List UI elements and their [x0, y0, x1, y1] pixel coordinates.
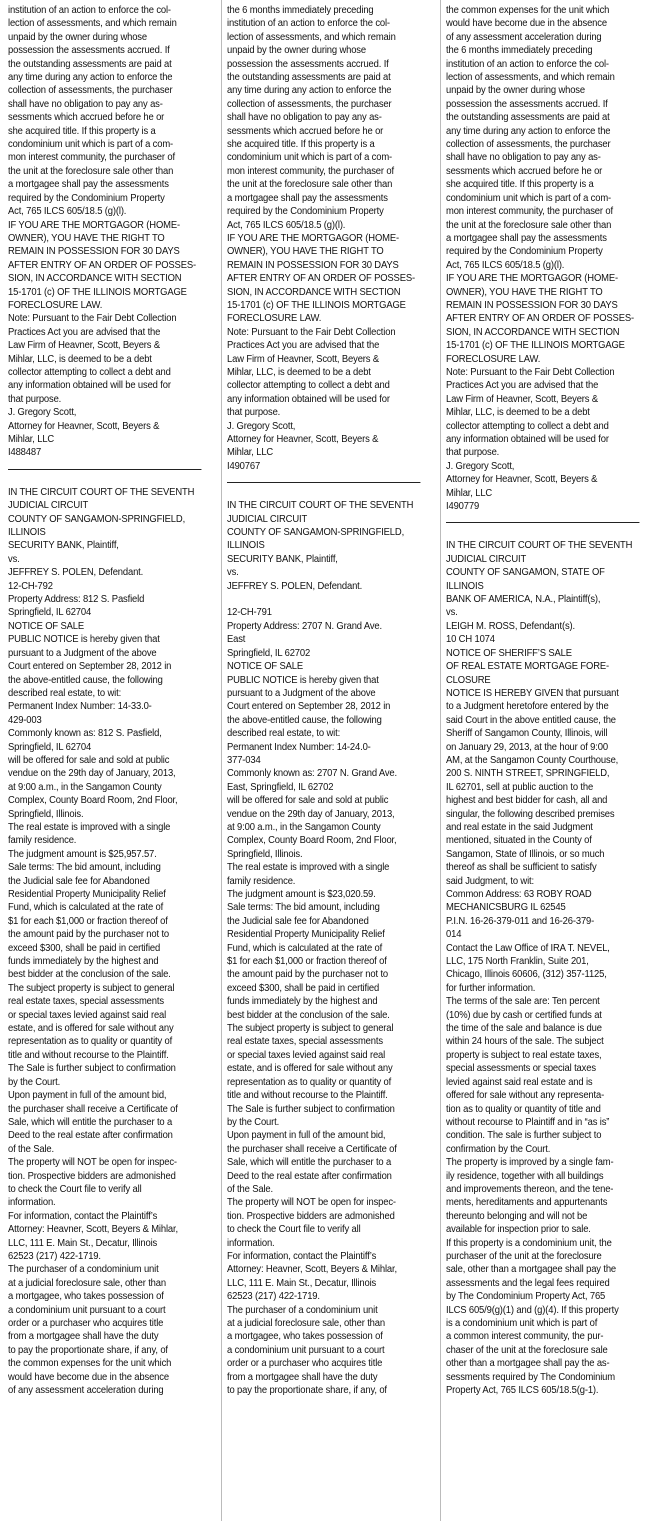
legal-notice-text: IN THE CIRCUIT COURT OF THE SEVENTH JUDICIAL CIRCUIT COUNTY OF SANGAMON-SPRINGFIELD, ILLINOIS SECURITY BANK, Plaintiff, vs. JEFFREY S. POLEN, Defendant. 12-CH-792 Property Address: 812 S. Pasfield Springfield, IL 62704 NOTICE OF SALE PUBLIC NOTICE is hereby given that pursuant to a Judgment of the above Court entered on September 28, 2012 in the above-entitled cause, the following described real estate, to wit: Permanent Index Number: 14-33.0- 429-003 Commonly known as: 812 S. Pasfield, Springfield, IL 62704 will be offered for sale and sold at public vendue on the 29th day of January, 2013, at 9:00 a.m., in the Sangamon County Complex, County Board Room, 2nd Floor, Springfield, Illinois. The real estate is improved with a single family residence. The judgment amount is $25,957.57. Sale terms: The bid amount, including the Judicial sale fee for Abandoned Residential Property Municipality Relief Fund, which is calculated at the rate of $1 for each $1,000 or fraction thereof of the amount paid by the purchaser not to exceed $300, shall be paid in certified funds immediately by the highest and best bidder at the conclusion of the sale. The subject property is subject to general real estate taxes, special assessments or special taxes levied against said real estate, and is offered for sale without any representation as to quality or quantity of title and without recourse to the Plaintiff. The Sale is further subject to confirmation by the Court. Upon payment in full of the amount bid, the purchaser shall receive a Certificate of Sale, which will entitle the purchaser to a Deed to the real estate after confirmation of the Sale. The property will NOT be open for inspec- tion. Prospective bidders are admonished to check the Court file to verify all information. For information, contact the Plaintiff’s Attorney: Heavner, Scott, Beyers & Mihlar, LLC, 111 E. Main St., Decatur, Illinois 62523 (217) 422-1719. The purchaser of a condominium unit at a judicial foreclosure sale, other than a mortgagee, who takes possession of a condominium unit pursuant to a court order or a purchaser who acquires title from a mortgagee shall have the duty to pay the proportionate share, if any, of the common expenses for the unit which would have become due in the absence of any assessment acceleration during	[8, 486, 195, 1397]
column-1	[8, 4, 214, 1397]
column-3	[446, 4, 652, 1397]
column-divider-2	[440, 0, 441, 1521]
notice-continuation-text: the 6 months immediately preceding institution of an action to enforce the col- lection of assessments, and which remain unpaid by the owner during whose possession the assessments accrued. If the outstanding assessments are paid at any time during any action to enforce the collection of assessments, the purchaser shall have no obligation to pay any as- sessments which accrued before he or she acquired title. If this property is a condominium unit which is part of a com- mon interest community, the purchaser of the unit at the foreclosure sale other than a mortgagee shall pay the assessments required by the Condominium Property Act, 765 ILCS 605/18.5 (g)(l). IF YOU ARE THE MORTGAGOR (HOME- OWNER), YOU HAVE THE RIGHT TO REMAIN IN POSSESSION FOR 30 DAYS AFTER ENTRY OF AN ORDER OF POSSES- SION, IN ACCORDANCE WITH SECTION 15-1701 (c) OF THE ILLINOIS MORTGAGE FORECLOSURE LAW. Note: Pursuant to the Fair Debt Collection Practices Act you are advised that the Law Firm of Heavner, Scott, Beyers & Mihlar, LLC, is deemed to be a debt collector attempting to collect a debt and any information obtained will be used for that purpose. J. Gregory Scott, Attorney for Heavner, Scott, Beyers & Mihlar, LLC I490767	[227, 5, 415, 472]
notice-separator	[446, 522, 639, 523]
column-divider-1	[221, 0, 222, 1521]
legal-notice-text: IN THE CIRCUIT COURT OF THE SEVENTH JUDICIAL CIRCUIT COUNTY OF SANGAMON-SPRINGFIELD, ILLINOIS SECURITY BANK, Plaintiff, vs. JEFFREY S. POLEN, Defendant. 12-CH-791 Property Address: 2707 N. Grand Ave. East Springfield, IL 62702 NOTICE OF SALE PUBLIC NOTICE is hereby given that pursuant to a Judgment of the above Court entered on September 28, 2012 in the above-entitled cause, the following described real estate, to wit: Permanent Index Number: 14-24.0- 377-034 Commonly known as: 2707 N. Grand Ave. East, Springfield, IL 62702 will be offered for sale and sold at public vendue on the 29th day of January, 2013, at 9:00 a.m., in the Sangamon County Complex, County Board Room, 2nd Floor, Springfield, Illinois. The real estate is improved with a single family residence. The judgment amount is $23,020.59. Sale terms: The bid amount, including the Judicial sale fee for Abandoned Residential Property Municipality Relief Fund, which is calculated at the rate of $1 for each $1,000 or fraction thereof of the amount paid by the purchaser not to exceed $300, shall be paid in certified funds immediately by the highest and best bidder at the conclusion of the sale. The subject property is subject to general real estate taxes, special assessments or special taxes levied against said real estate, and is offered for sale without any representation as to quality or quantity of title and without recourse to the Plaintiff. The Sale is further subject to confirmation by the Court. Upon payment in full of the amount bid, the purchaser shall receive a Certificate of Sale, which will entitle the purchaser to a Deed to the real estate after confirmation of the Sale. The property will NOT be open for inspec- tion. Prospective bidders are admonished to check the Court file to verify all information. For information, contact the Plaintiff’s Attorney: Heavner, Scott, Beyers & Mihlar, LLC, 111 E. Main St., Decatur, Illinois 62523 (217) 422-1719. The purchaser of a condominium unit at a judicial foreclosure sale, other than a mortgagee, who takes possession of a condominium unit pursuant to a court order or a purchaser who acquires title from a mortgagee shall have the duty to pay the proportionate share, if any, of	[227, 500, 414, 1397]
legal-notice-text: IN THE CIRCUIT COURT OF THE SEVENTH JUDICIAL CIRCUIT COUNTY OF SANGAMON, STATE OF ILLINOIS BANK OF AMERICA, N.A., Plaintiff(s), vs. LEIGH M. ROSS, Defendant(s). 10 CH 1074 NOTICE OF SHERIFF’S SALE OF REAL ESTATE MORTGAGE FORE- CLOSURE NOTICE IS HEREBY GIVEN that pursuant to a Judgment heretofore entered by the said Court in the above entitled cause, the Sheriff of Sangamon County, Illinois, will on January 29, 2013, at the hour of 9:00 AM, at the Sangamon County Courthouse, 200 S. NINTH STREET, SPRINGFIELD, IL 62701, sell at public auction to the highest and best bidder for cash, all and singular, the following described premises and real estate in the said Judgment mentioned, situated in the County of Sangamon, State of Illinois, or so much thereof as shall be sufficient to satisfy said Judgment, to wit: Common Address: 63 ROBY ROAD MECHANICSBURG IL 62545 P.I.N. 16-26-379-011 and 16-26-379- 014 Contact the Law Office of IRA T. NEVEL, LLC, 175 North Franklin, Suite 201, Chicago, Illinois 60606, (312) 357-1125, for further information. The terms of the sale are: Ten percent (10%) due by cash or certified funds at the time of the sale and balance is due within 24 hours of the sale. The subject property is subject to real estate taxes, special assessments or special taxes levied against said real estate and is offered for sale without any representa- tion as to quality or quantity of title and without recourse to Plaintiff and in “as is” condition. The sale is further subject to confirmation by the Court. The property is improved by a single fam- ily residence, together with all buildings and improvements thereon, and the tene- ments, hereditaments and appurtenants thereunto belonging and will not be available for inspection prior to sale. If this property is a condominium unit, the purchaser of the unit at the foreclosure sale, other than a mortgagee shall pay the assessments and the legal fees required by The Condominium Property Act, 765 ILCS 605/9(g)(1) and (g)(4). If this property is a condominium unit which is part of a common interest community, the pur- chaser of the unit at the foreclosure sale other than a mortgagee shall pay the as- sessments required by The Condominium Property Act, 765 ILCS 605/18.5(g-1).	[446, 540, 633, 1397]
notice-continuation-text: institution of an action to enforce the col- lection of assessments, and which remain unpaid by the owner during whose possession the assessments accrued. If the outstanding assessments are paid at any time during any action to enforce the collection of assessments, the purchaser shall have no obligation to pay any as- sessments which accrued before he or she acquired title. If this property is a condominium unit which is part of a com- mon interest community, the purchaser of the unit at the foreclosure sale other than a mortgagee shall pay the assessments required by the Condominium Property Act, 765 ILCS 605/18.5 (g)(l). IF YOU ARE THE MORTGAGOR (HOME- OWNER), YOU HAVE THE RIGHT TO REMAIN IN POSSESSION FOR 30 DAYS AFTER ENTRY OF AN ORDER OF POSSES- SION, IN ACCORDANCE WITH SECTION 15-1701 (c) OF THE ILLINOIS MORTGAGE FORECLOSURE LAW. Note: Pursuant to the Fair Debt Collection Practices Act you are advised that the Law Firm of Heavner, Scott, Beyers & Mihlar, LLC, is deemed to be a debt collector attempting to collect a debt and any information obtained will be used for that purpose. J. Gregory Scott, Attorney for Heavner, Scott, Beyers & Mihlar, LLC I488487	[8, 5, 196, 459]
column-2	[227, 4, 433, 1397]
notice-separator	[8, 469, 201, 470]
notice-separator	[227, 482, 420, 483]
notice-continuation-text: the common expenses for the unit which would have become due in the absence of any assessment acceleration during the 6 months immediately preceding institution of an action to enforce the col- lection of assessments, and which remain unpaid by the owner during whose possession the assessments accrued. If the outstanding assessments are paid at any time during any action to enforce the collection of assessments, the purchaser shall have no obligation to pay any as- sessments which accrued before he or she acquired title. If this property is a condominium unit which is part of a com- mon interest community, the purchaser of the unit at the foreclosure sale other than a mortgagee shall pay the assessments required by the Condominium Property Act, 765 ILCS 605/18.5 (g)(l). IF YOU ARE THE MORTGAGOR (HOME- OWNER), YOU HAVE THE RIGHT TO REMAIN IN POSSESSION FOR 30 DAYS AFTER ENTRY OF AN ORDER OF POSSES- SION, IN ACCORDANCE WITH SECTION 15-1701 (c) OF THE ILLINOIS MORTGAGE FORECLOSURE LAW. Note: Pursuant to the Fair Debt Collection Practices Act you are advised that the Law Firm of Heavner, Scott, Beyers & Mihlar, LLC, is deemed to be a debt collector attempting to collect a debt and any information obtained will be used for that purpose. J. Gregory Scott, Attorney for Heavner, Scott, Beyers & Mihlar, LLC I490779	[446, 5, 634, 513]
